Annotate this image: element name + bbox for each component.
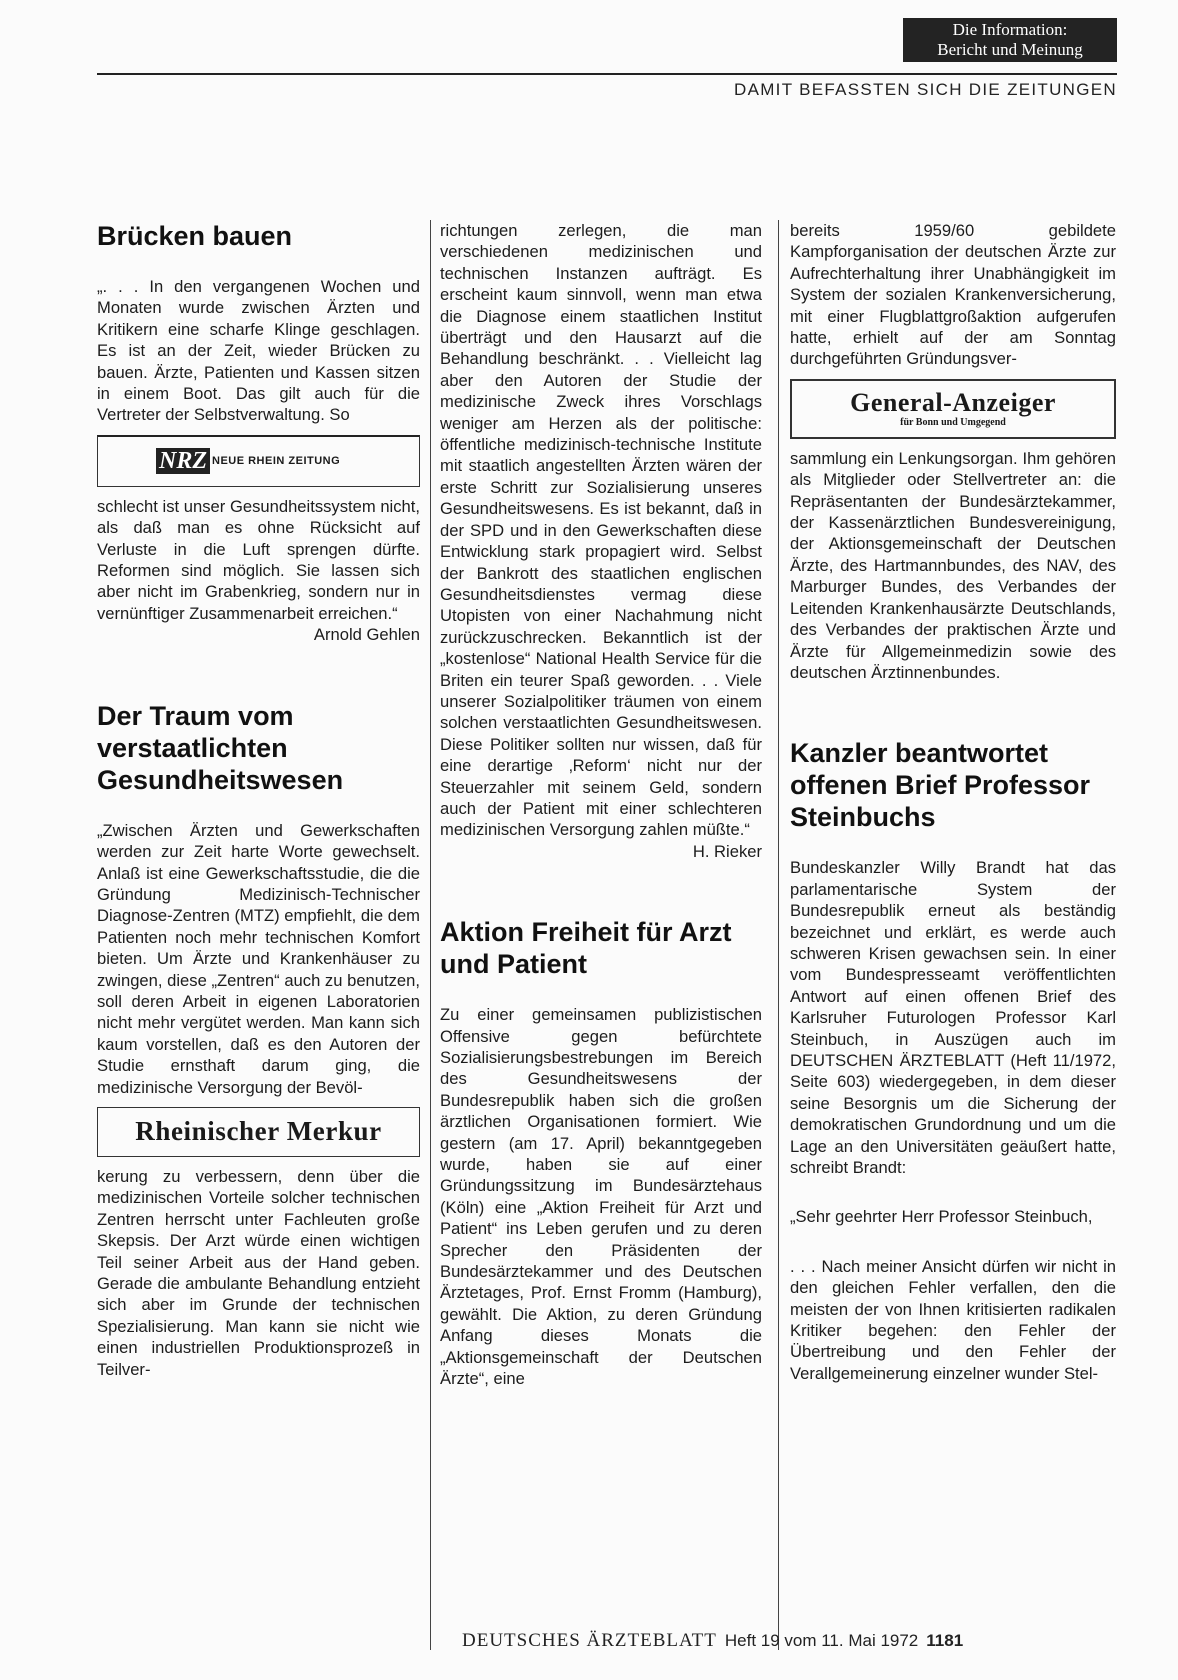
nrz-logo xyxy=(97,435,420,487)
general-anzeiger-title: General-Anzeiger xyxy=(850,387,1056,417)
article-text: „Sehr geehrter Herr Professor Steinbuch, xyxy=(790,1207,1093,1227)
article-title-bruecken: Brücken bauen xyxy=(97,221,293,251)
article-text xyxy=(97,496,420,646)
column-2 xyxy=(440,220,762,1390)
badge-line-2: Bericht und Meinung xyxy=(937,40,1083,59)
author-signature: Arnold Gehlen xyxy=(313,625,420,645)
magazine-name: DEUTSCHES ÄRZTEBLATT xyxy=(462,1630,717,1651)
article-text: Zu einer gemeinsamen publizistischen Offensive gegen befürchtete Sozialisierungsbestrebungen im Bereich des Gesundheitswesens der Bundesrepublik haben sich die großen ärztlichen Organisationen formiert. Wie gestern (am 17. April) bekanntgegeben wurde, haben sie auf einer Gründungssitzung im Bundesärztehaus (Köln) eine „Aktion Freiheit für Arzt und Patient“ ins Leben gerufen und zu deren Sprecher den Präsidenten der Bundesärztekammer und des Deutschen Ärztetages, Prof. Ernst Fromm (Hamburg), gewählt. Die Aktion, zu deren Gründung Anfang dieses Monats die „Aktionsgemeinschaft der Deutschen Ärzte“, eine xyxy=(440,1005,762,1389)
article-text: Bundeskanzler Willy Brandt hat das parlamentarische System der Bundesrepublik erneut als beständig bezeichnet und erklärt, es werde auch schweren Krisen gewachsen sein. In einer vom Bundespresseamt veröffentlichten Antwort auf einen offenen Brief des Karlsruher Futurologen Professor Karl Steinbuch, in Auszügen auch im DEUTSCHEN ÄRZTEBLATT (Heft 11/1972, Seite 603) wiedergegeben, in dem dieser seine Besorgnis um die Sicherung der demokratischen Grundordnung und um die Lage an den Universitäten geäußert hatte, schreibt Brandt: xyxy=(790,858,1116,1177)
nrz-logo-mark: NRZ xyxy=(156,448,210,474)
article-text: bereits 1959/60 gebildete Kampforganisation der deutschen Ärzte zur Aufrechterhaltung ihrer Unabhängigkeit im System der sozialen Krankenversicherung, mit einer Flugblattgroßaktion aufgerufen hatte, erhielt auf der am Sonntag durchgeführten Gründungsver- xyxy=(790,221,1116,369)
badge-line-1: Die Information: xyxy=(952,20,1068,39)
nrz-logo-text: NEUE RHEIN ZEITUNG xyxy=(212,455,341,468)
column-divider-2 xyxy=(778,220,779,1650)
article-text: . . . Nach meiner Ansicht dürfen wir nicht in den gleichen Fehler verfallen, den die meisten der von Ihnen kritisierten radikalen Kritiker begehen: den Fehler der Übertreibung und den Fehler der Verallgemeinerung einzelner wunder Stel- xyxy=(790,1256,1116,1383)
general-anzeiger-subtitle: für Bonn und Umgegend xyxy=(900,416,1006,428)
article-text: „Zwischen Ärzten und Gewerkschaften werden zur Zeit harte Worte gewechselt. Anlaß ist eine Gewerkschaftsstudie, die die Gründung Medizinisch-Technischer Diagnose-Zentren (MTZ) empfiehlt, die dem Patienten noch mehr technischen Komfort bieten. Um Ärzte und Krankenhäuser zu zwingen, diese „Zentren“ auch zu benutzen, soll deren Arbeit in eigenen Laboratorien nicht mehr vergütet werden. Man kann sich kaum vorstellen, daß es den Autoren der Studie ernsthaft darum ging, die medizinische Versorgung der Bevöl- xyxy=(97,820,420,1097)
column-3 xyxy=(790,220,1116,1384)
article-title-kanzler: Kanzler beantwortet offenen Brief Professor Steinbuchs xyxy=(790,738,1091,833)
article-text: sammlung ein Lenkungsorgan. Ihm gehören als Mitglieder oder Stellvertreter an: die Repräsentanten der Bundesärztekammer, der Kassenärztlichen Bundesvereinigung, der Aktionsgemeinschaft der Deutschen Ärzte, des Hartmannbundes, des NAV, des Marburger Bundes, des Verbandes der Leitenden Krankenhausärzte Deutschlands, des Verbandes der praktischen Ärzte und Ärzte für Allgemeinmedizin sowie des deutschen Ärztinnenbundes. xyxy=(790,448,1116,682)
column-1 xyxy=(97,220,420,1380)
section-badge xyxy=(903,18,1117,62)
article-text xyxy=(440,220,762,862)
page-number: 1181 xyxy=(926,1631,964,1650)
author-signature: H. Rieker xyxy=(692,841,762,861)
article-title-traum: Der Traum vom verstaatlichten Gesundheitswesen xyxy=(97,700,344,795)
article-text: „. . . In den vergangenen Wochen und Monaten wurde zwischen Ärzten und Kritikern eine scharfe Klinge geschlagen. Es ist an der Zeit, wieder Brücken zu bauen. Ärzte, Patienten und Kassen sitzen in einem Boot. Das gilt auch für die Vertreter der Selbstverwaltung. So xyxy=(97,277,420,425)
article-text-span: richtungen zerlegen, die man verschiedenen medizinischen und technischen Instanzen aufträgt. Es erscheint kaum sinnvoll, wenn man etwa die Diagnose einem staatlichen Institut überträgt und den Hausarzt auf die Behandlung beschränkt. . . Vielleicht lag aber den Autoren der Studie der medizinische Zweck ihres Vorschlags weniger am Herzen als der politische: öffentliche medizinisch-technische Institute mit staatlich angestellten Ärzten wären der erste Schritt zur Sozialisierung unseres Gesundheitswesens. Es ist bekannt, daß in der SPD und in den Gewerkschaften diese Entwicklung stark propagiert wird. Selbst der Bankrott des staatlichen englischen Gesundheitsdienstes vermag diese Utopisten von einer Nachahmung nicht zurückzuschrecken. Bekanntlich ist der „kostenlose“ National Health Service für die Briten ein teurer Spaß geworden. . . Viele unserer Sozialpolitiker träumen von einem solchen verstaatlichten Gesundheitswesen. Diese Politiker sollten nur wissen, daß für eine derartige ‚Reform‘ nicht nur der Steuerzahler mit seinem Geld, sondern auch der Patient mit einer schlechteren medizinischen Versorgung zahlen müßte.“ xyxy=(440,221,762,840)
section-heading: DAMIT BEFASSTEN SICH DIE ZEITUNGEN xyxy=(734,80,1117,99)
header-rule xyxy=(97,73,1117,75)
rheinischer-merkur-logo: Rheinischer Merkur xyxy=(97,1107,420,1157)
column-divider-1 xyxy=(430,220,431,1650)
issue-info: Heft 19 vom 11. Mai 1972 xyxy=(724,1631,919,1650)
article-title-aktion: Aktion Freiheit für Arzt und Patient xyxy=(440,917,732,980)
general-anzeiger-logo xyxy=(790,379,1116,439)
article-text: kerung zu verbessern, denn über die medizinischen Vorteile solcher technischen Zentren herrscht unter Fachleuten große Skepsis. Der Arzt würde einen wichtigen Teil seiner Arbeit aus der Hand geben. Gerade die ambulante Behandlung entzieht sich aber im Grunde der technischen Spezialisierung. Man kann sie nicht wie einen industriellen Produktionsprozeß in Teilver- xyxy=(97,1166,420,1379)
article-text-span: schlecht ist unser Gesundheitssystem nicht, als daß man es ohne Rücksicht auf Verluste in die Luft sprengen dürfte. Reformen sind möglich. Sie lassen sich aber nicht im Grabenkrieg, sondern nur in vernünftiger Zusammenarbeit erreichen.“ xyxy=(97,496,420,623)
page-footer xyxy=(462,1630,963,1652)
